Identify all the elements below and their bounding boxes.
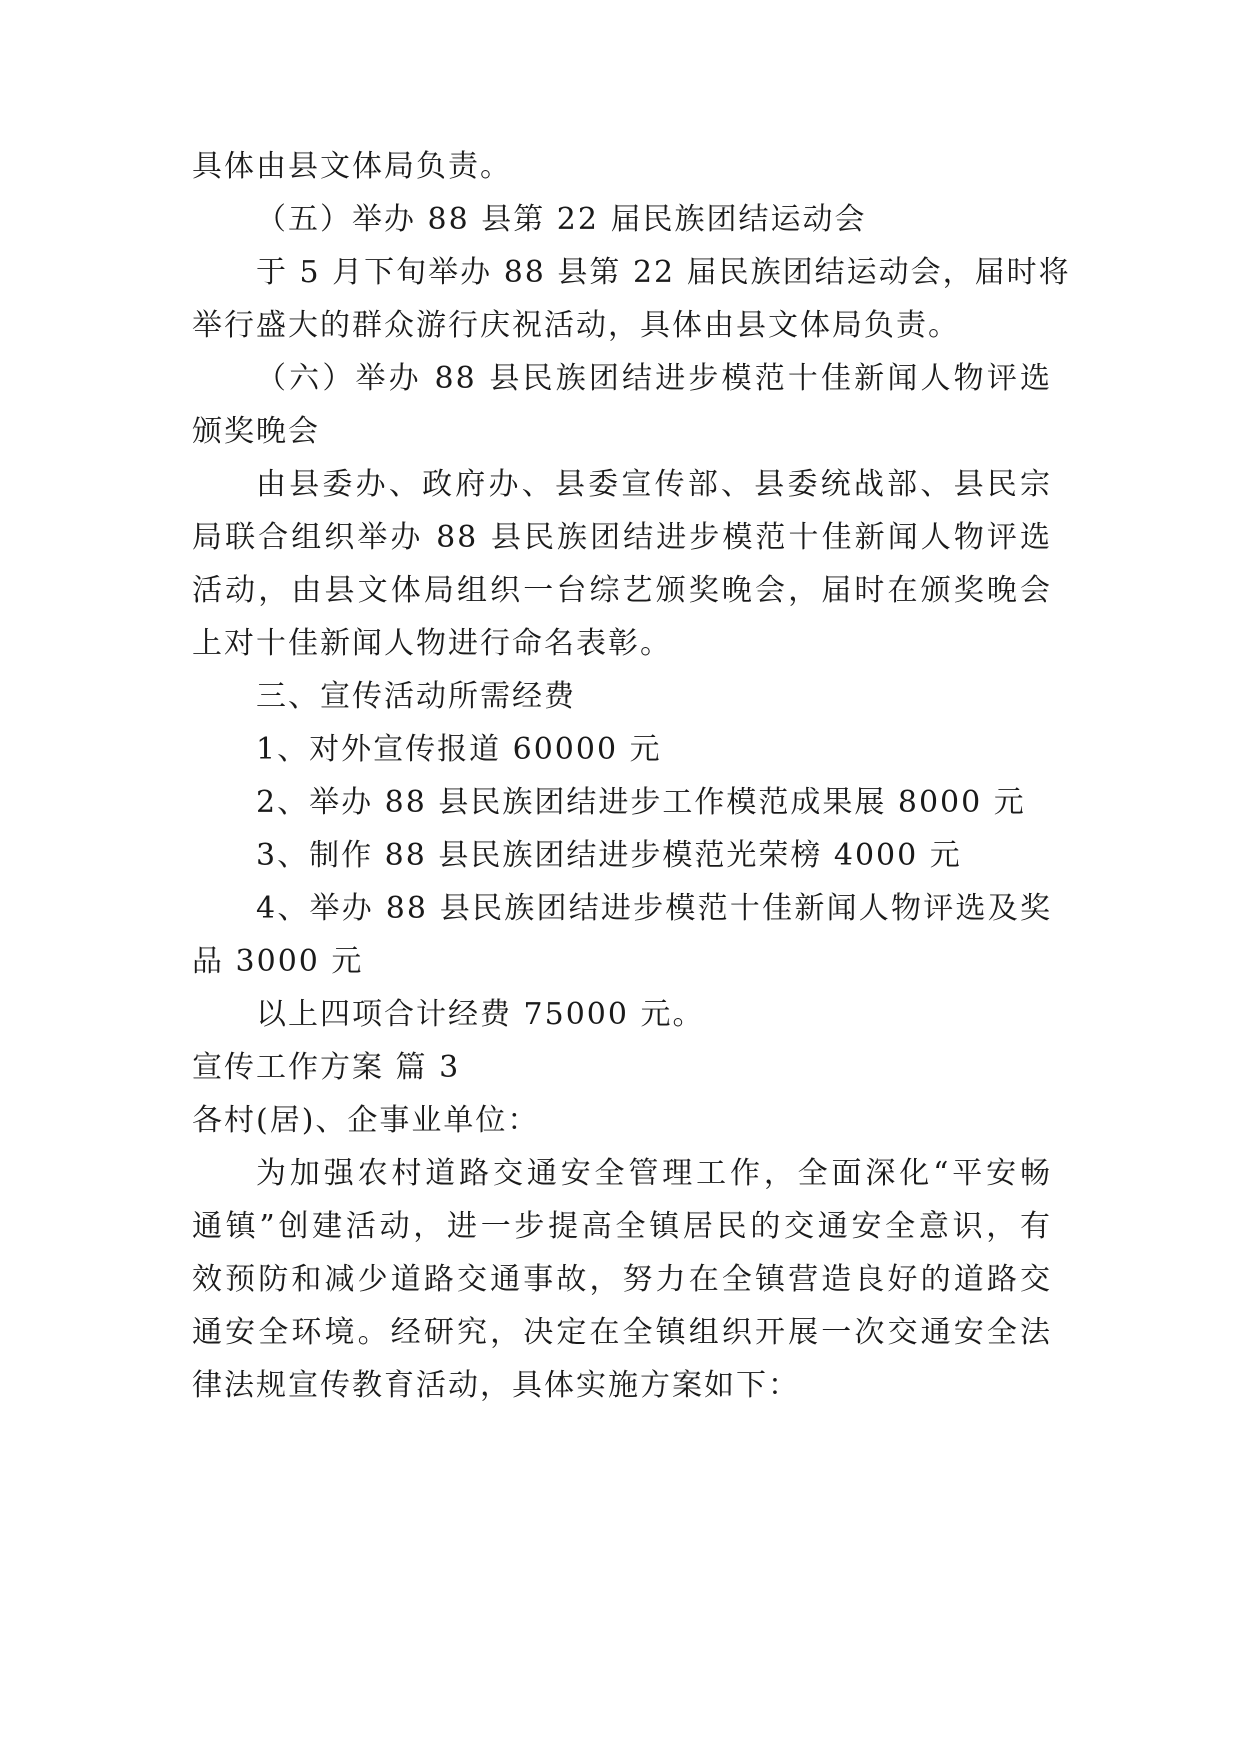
section-heading: （六）举办 88 县民族团结进步模范十佳新闻人物评选: [256, 361, 1052, 396]
paragraph-line: 于 5 月下旬举办 88 县第 22 届民族团结运动会，届时将: [256, 255, 1071, 290]
section-heading: （五）举办 88 县第 22 届民族团结运动会: [256, 202, 867, 237]
paragraph-line: 律法规宣传教育活动，具体实施方案如下：: [192, 1368, 800, 1403]
list-item: 2、举办 88 县民族团结进步工作模范成果展 8000 元: [256, 785, 1026, 820]
paragraph-line: 通镇”创建活动，进一步提高全镇居民的交通安全意识，有: [192, 1209, 1052, 1244]
list-item-continued: 品 3000 元: [192, 944, 364, 979]
paragraph-line: 具体由县文体局负责。: [192, 149, 512, 184]
paragraph-line: 由县委办、政府办、县委宣传部、县委统战部、县民宗: [256, 467, 1052, 502]
section-heading: 三、宣传活动所需经费: [256, 679, 576, 714]
paragraph-line: 活动，由县文体局组织一台综艺颁奖晚会，届时在颁奖晚会: [192, 573, 1052, 608]
paragraph-line: 为加强农村道路交通安全管理工作，全面深化“平安畅: [256, 1156, 1052, 1191]
list-item: 1、对外宣传报道 60000 元: [256, 732, 662, 767]
paragraph-line: 效预防和减少道路交通事故，努力在全镇营造良好的道路交: [192, 1262, 1052, 1297]
paragraph-line: 通安全环境。经研究，决定在全镇组织开展一次交通安全法: [192, 1315, 1052, 1350]
salutation: 各村(居)、企事业单位：: [192, 1103, 540, 1138]
total-line: 以上四项合计经费 75000 元。: [256, 997, 705, 1032]
list-item: 3、制作 88 县民族团结进步模范光荣榜 4000 元: [256, 838, 962, 873]
paragraph-line: 举行盛大的群众游行庆祝活动，具体由县文体局负责。: [192, 308, 960, 343]
paragraph-line: 上对十佳新闻人物进行命名表彰。: [192, 626, 672, 661]
section-heading-continued: 颁奖晚会: [192, 414, 320, 449]
list-item: 4、举办 88 县民族团结进步模范十佳新闻人物评选及奖: [256, 891, 1052, 926]
article-title: 宣传工作方案 篇 3: [192, 1050, 461, 1085]
paragraph-line: 局联合组织举办 88 县民族团结进步模范十佳新闻人物评选: [192, 520, 1052, 555]
